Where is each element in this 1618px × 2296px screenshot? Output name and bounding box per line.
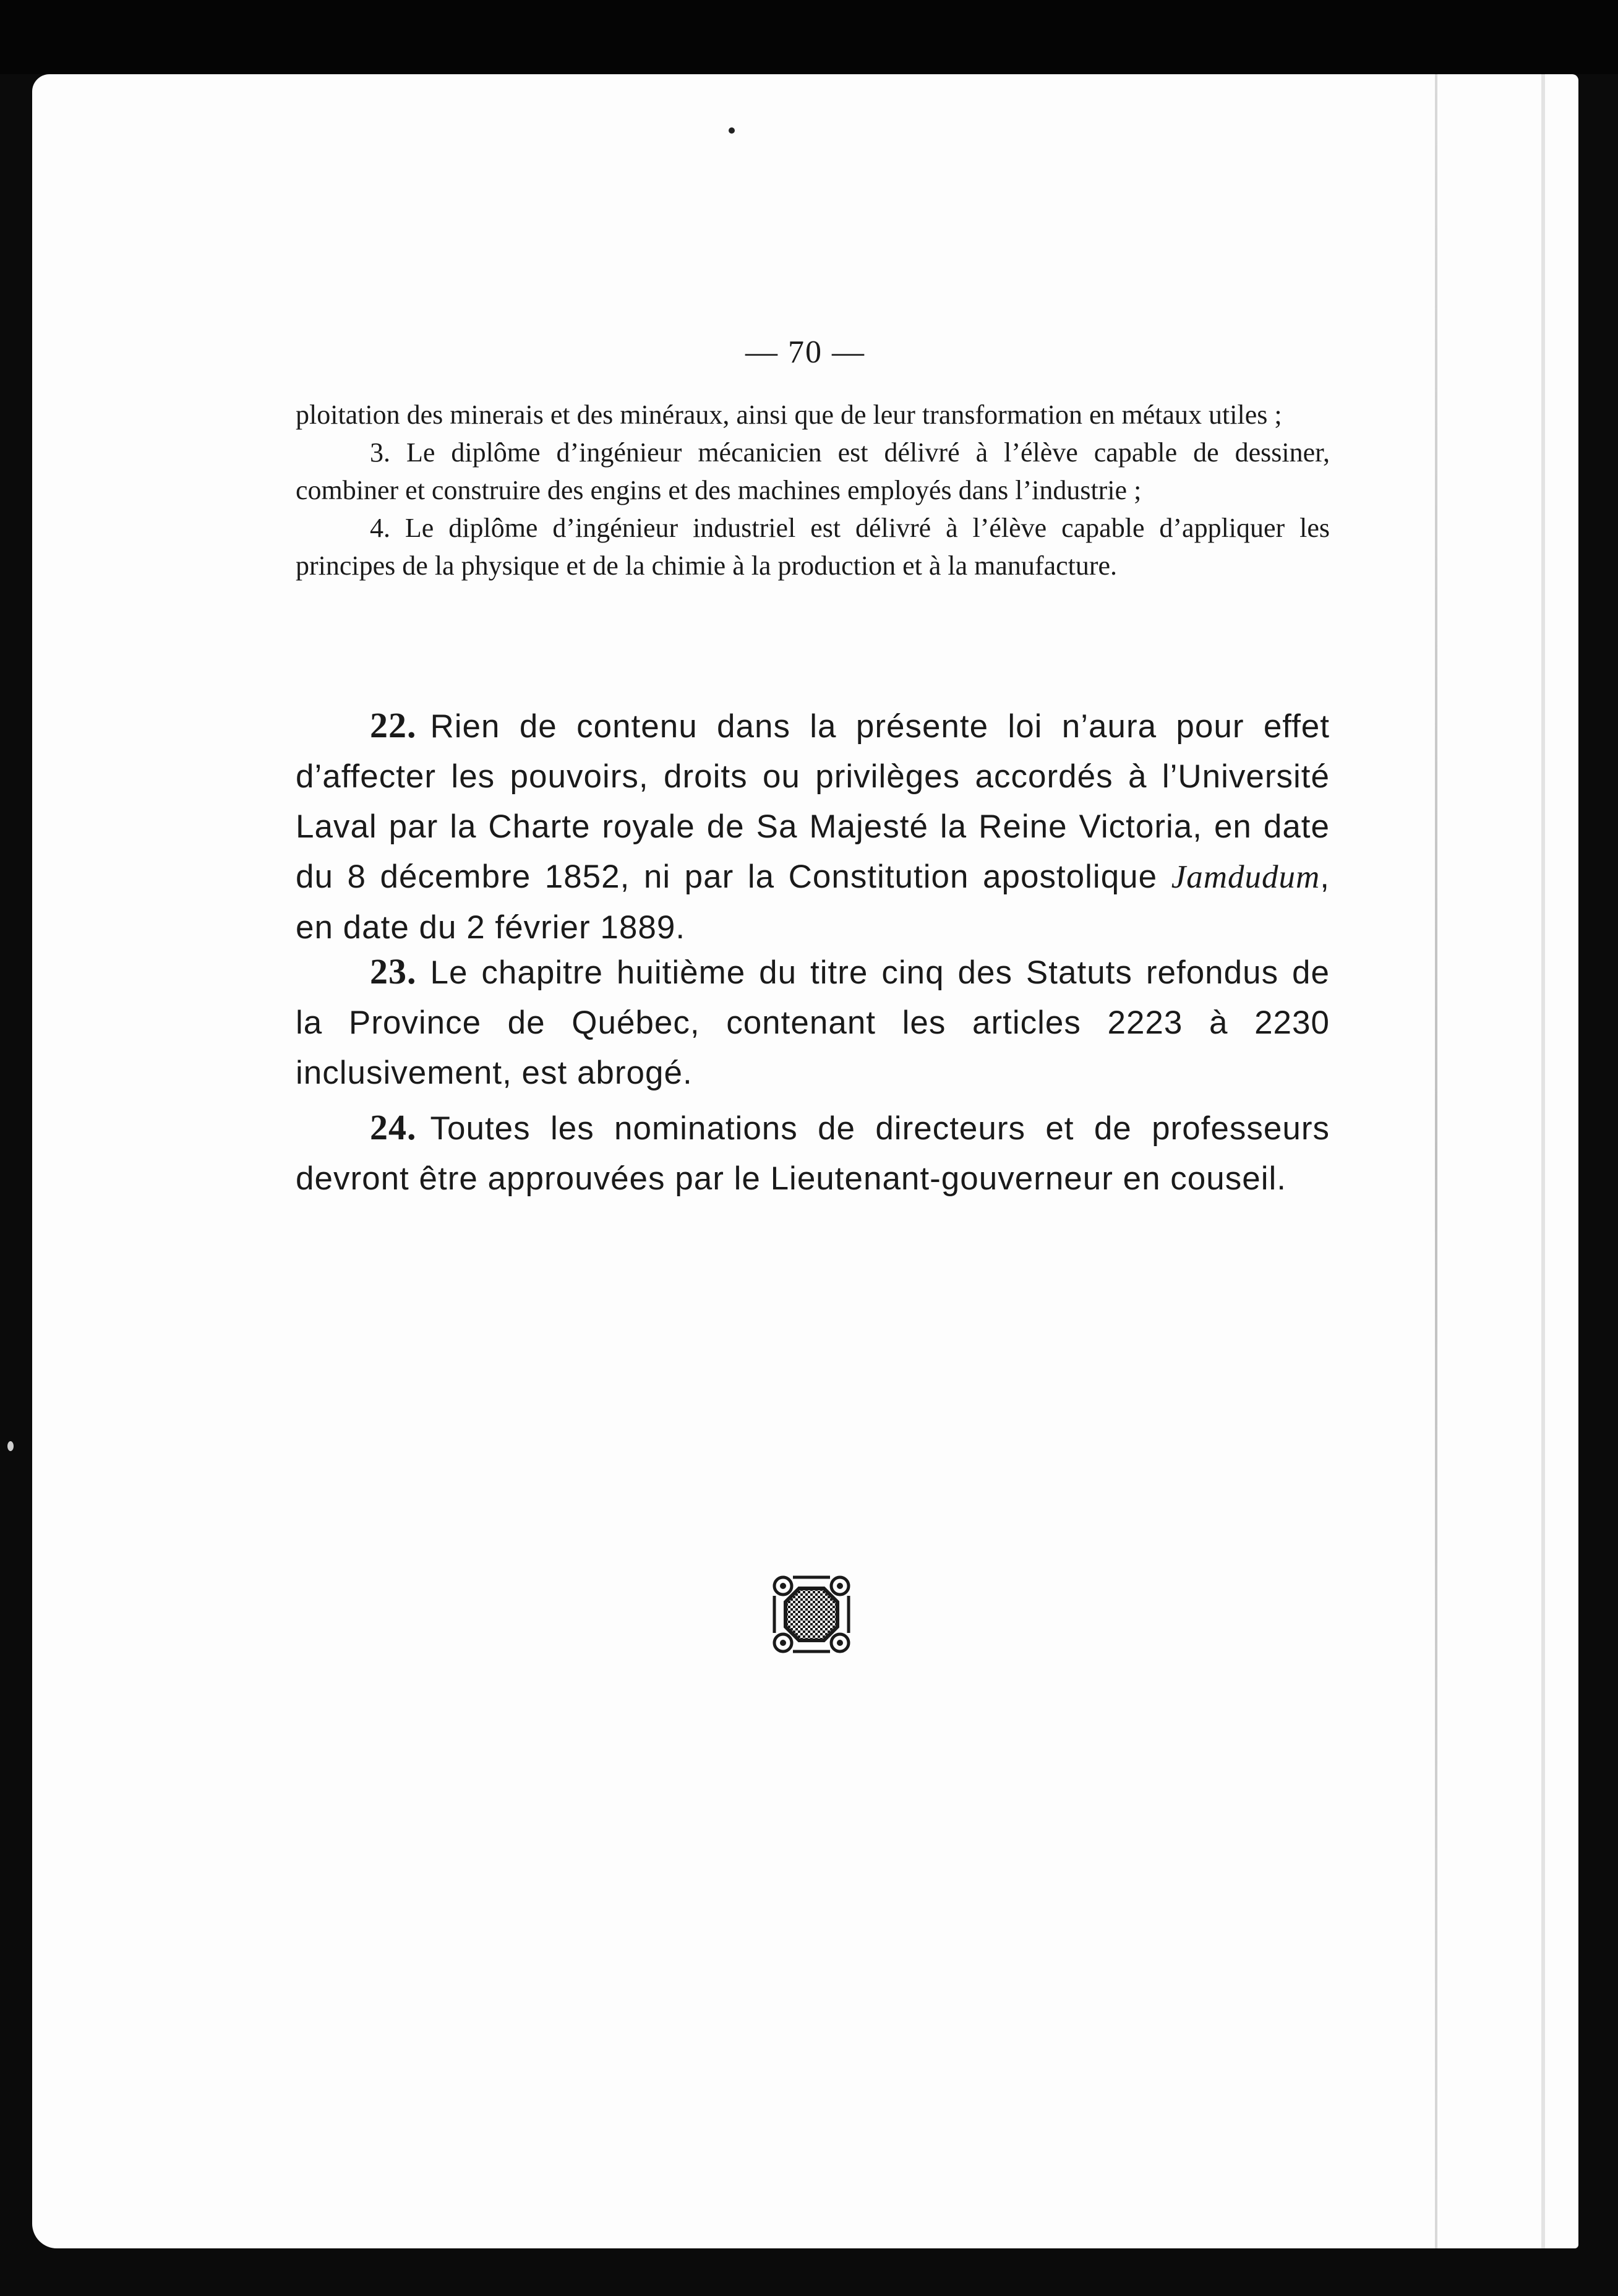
article-number: 24.: [370, 1107, 417, 1147]
article-number: 23.: [370, 951, 417, 992]
document-page: [32, 74, 1578, 2248]
continued-text-block: [296, 396, 1330, 585]
paragraph-continuation: ploitation des minerais et des minéraux, ainsi que de leur transformation en métaux utiles ;: [296, 400, 1282, 430]
article-text: Rien de contenu dans la présente loi n’aura pour effet d’affecter les pouvoirs, droits ou privilèges accordés à l’Université Laval par la Charte royale de Sa Majesté la Reine Victoria, en date du 8 décembre 1852, ni par la Constitution apostolique: [296, 708, 1330, 895]
article-italic-term: Jamdudum: [1171, 859, 1321, 895]
article-number: 22.: [370, 705, 417, 745]
article-23: [296, 946, 1330, 1098]
page-right-edge: [1541, 74, 1545, 2248]
article-24-paragraph: [296, 1102, 1330, 1204]
article-text-tail: , en date du 2 février 1889.: [296, 859, 1330, 946]
paragraph-item-3: 3. Le diplôme d’ingénieur mécanicien est délivré à l’élève capable de dessiner, combiner et construire des engins et des machines employés dans l’industrie ;: [296, 437, 1330, 505]
page-fold-line: [1435, 74, 1437, 2248]
paragraph-item-4: 4. Le diplôme d’ingénieur industriel est délivré à l’élève capable d’appliquer les principes de la physique et de la chimie à la production et à la manufacture.: [296, 513, 1330, 581]
article-text: Toutes les nominations de directeurs et de professeurs devront être approuvées par le Lieutenant-gouverneur en couseil.: [296, 1110, 1330, 1197]
scan-speck-left: [7, 1441, 14, 1451]
article-23-paragraph: [296, 946, 1330, 1098]
scan-speck: [729, 127, 735, 134]
celtic-knot-ornament-icon: [768, 1571, 855, 1658]
article-24: [296, 1102, 1330, 1204]
scan-border-top: [0, 0, 1618, 74]
page-number: — 70 —: [745, 335, 865, 370]
article-text: Le chapitre huitième du titre cinq des Statuts refondus de la Province de Québec, contenant les articles 2223 à 2230 inclusivement, est abrogé.: [296, 954, 1330, 1091]
article-22-paragraph: [296, 700, 1330, 953]
article-22: [296, 700, 1330, 953]
